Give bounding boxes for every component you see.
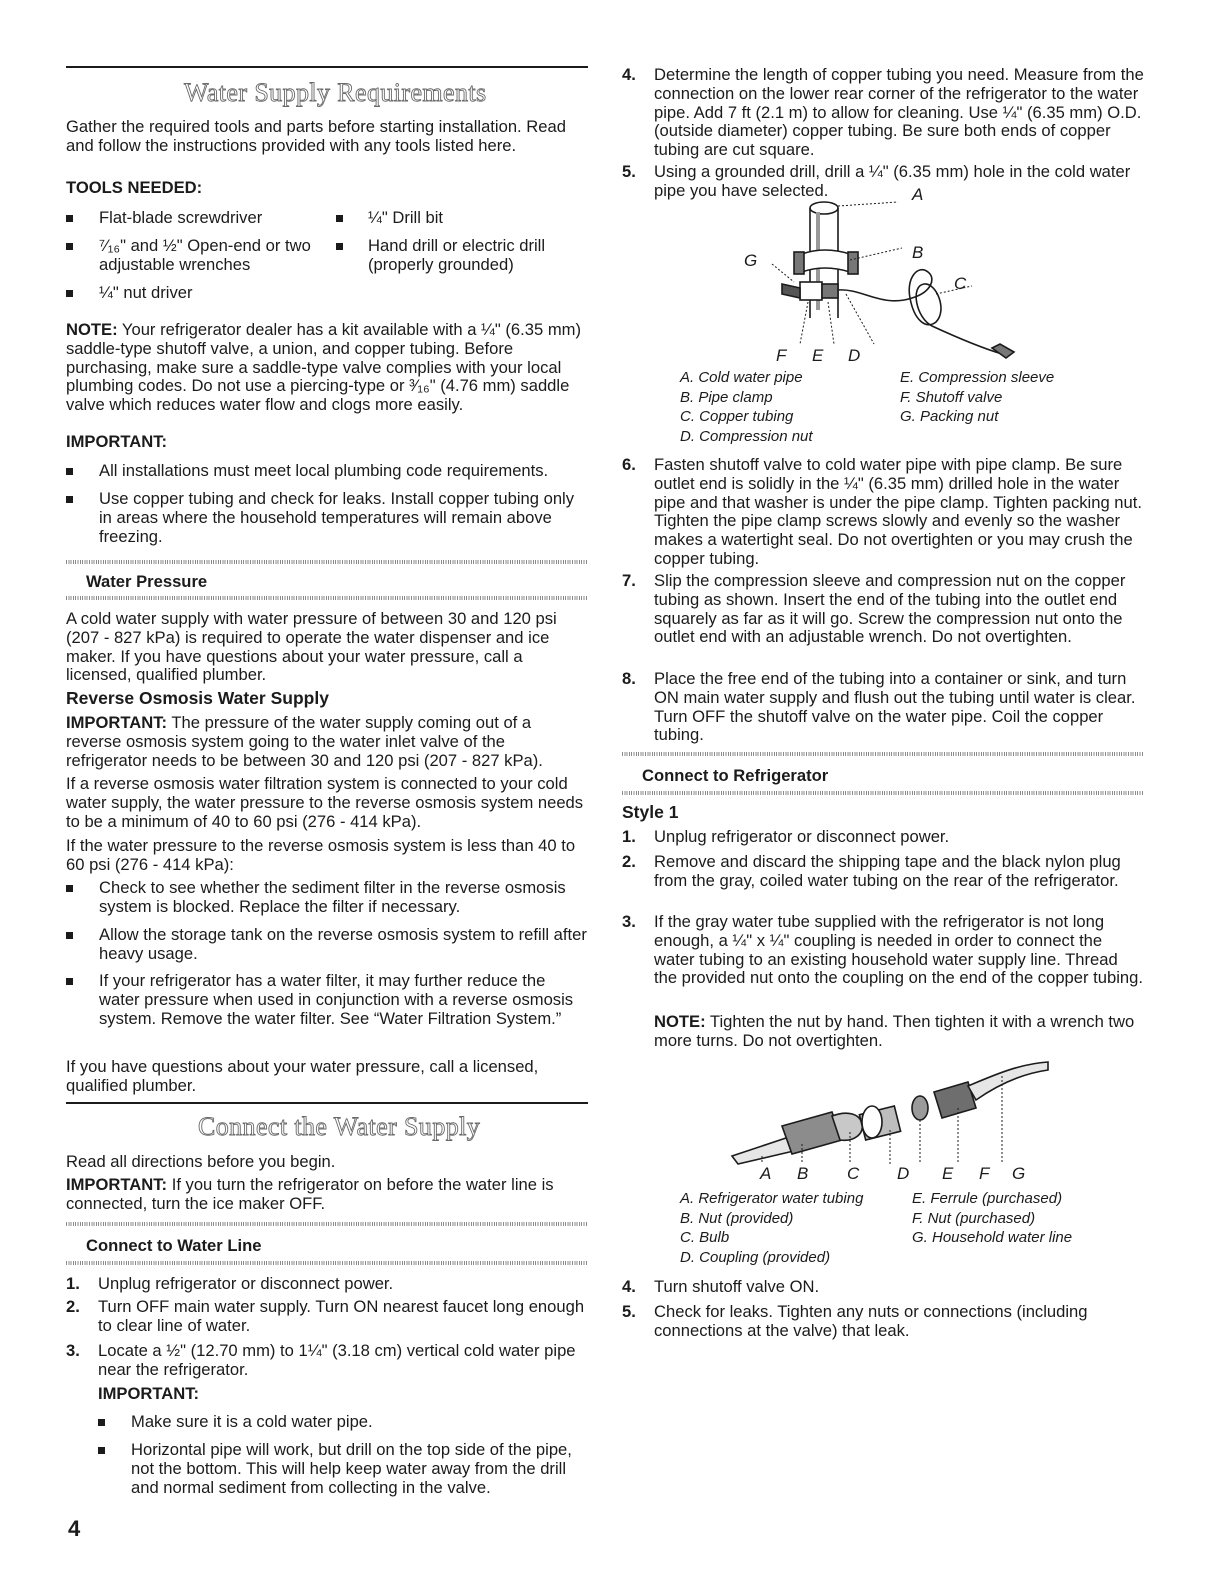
section-title-water-supply-requirements: Water Supply Requirements: [184, 78, 487, 107]
step-item: 1. Unplug refrigerator or disconnect power.: [66, 1274, 394, 1293]
packing-nut: [782, 284, 800, 298]
step-item: 3. Locate a ½" (12.70 mm) to 1¼" (3.18 cm) vertical cold water pipe near the refrigerator.: [66, 1341, 576, 1379]
shutoff-valve-diagram: [722, 198, 1042, 368]
page-number: 4: [68, 1516, 81, 1541]
household-water-line: [968, 1062, 1048, 1100]
intro-paragraph: Gather the required tools and parts before starting installation. Read and follow the instructions provided with any tools listed here.: [66, 117, 566, 155]
figure1-label: F: [776, 346, 787, 365]
step-item: 5. Using a grounded drill, drill a ¼" (6.35 mm) hole in the cold water pipe you have selected.: [622, 162, 1131, 200]
bullet-square: [336, 243, 343, 250]
section-rule: [66, 66, 588, 68]
hatch-rule: [622, 791, 1144, 795]
reverse-osmosis-heading: Reverse Osmosis Water Supply: [66, 688, 329, 708]
figure1-caption: G. Packing nut: [900, 408, 999, 425]
figure2-caption: A. Refrigerator water tubing: [680, 1190, 864, 1207]
ro-paragraph: If the water pressure to the reverse osmosis system is less than 40 to 60 psi (276 - 414 kPa):: [66, 836, 576, 874]
water-pressure-heading: Water Pressure: [86, 572, 208, 591]
hatch-rule: [622, 752, 1144, 756]
important-heading: IMPORTANT:: [66, 432, 168, 451]
ro-important-paragraph: IMPORTANT: The pressure of the water supply coming out of a reverse osmosis system going to the water inlet valve of the refrigerator needs to be between 30 and 120 psi (207 - 827 kPa).: [66, 713, 543, 770]
figure1-label: D: [848, 346, 861, 365]
figure1-caption: E. Compression sleeve: [900, 369, 1055, 386]
bullet-square: [66, 978, 73, 985]
step-item: 2. Remove and discard the shipping tape and the black nylon plug from the gray, coiled water tubing on the rear of the refrigerator.: [622, 852, 1121, 890]
bullet-square: [336, 215, 343, 222]
step-item: 4. Turn shutoff valve ON.: [622, 1277, 820, 1296]
pipe-clamp: [802, 250, 850, 272]
figure2-label: A: [760, 1164, 772, 1183]
figure2-label: C: [847, 1164, 860, 1183]
bullet-square: [98, 1447, 105, 1454]
step-item: 2. Turn OFF main water supply. Turn ON nearest faucet long enough to clear line of water.: [66, 1297, 585, 1335]
figure1-caption: F. Shutoff valve: [900, 389, 1003, 406]
figure1-label: C: [954, 274, 967, 293]
figure2-label: D: [897, 1164, 910, 1183]
bullet-square: [98, 1419, 105, 1426]
hatch-rule: [66, 596, 588, 600]
figure1-label: G: [744, 251, 758, 270]
figure1-label: E: [812, 346, 824, 365]
step-item: 5. Check for leaks. Tighten any nuts or connections (including connections at the valve) that leak.: [622, 1302, 1088, 1340]
figure2-label: B: [797, 1164, 809, 1183]
figure1-caption: C. Copper tubing: [680, 408, 794, 425]
section-title-connect-water-supply: Connect the Water Supply: [198, 1112, 481, 1141]
bullet-square: [66, 885, 73, 892]
figure1-caption: B. Pipe clamp: [680, 389, 773, 406]
figure2-caption: E. Ferrule (purchased): [912, 1190, 1063, 1207]
step-item: 8. Place the free end of the tubing into a container or sink, and turn ON main water supply and flush out the tubing until water is clear. Turn OFF the shutoff valve on the water pipe. Coil the copper tubing.: [622, 669, 1136, 745]
copper-tubing: [838, 270, 1002, 354]
plumber-paragraph: If you have questions about your water pressure, call a licensed, qualified plumber.: [66, 1057, 539, 1095]
step-item: 3. If the gray water tube supplied with the refrigerator is not long enough, a ¼" x ¼" coupling is needed in order to connect the water tubing to an existing household water supply line. Thread the provided nut onto the coupling on the end of the copper tubing.: [622, 912, 1143, 988]
figure2-caption: C. Bulb: [680, 1229, 730, 1246]
coupling-thread: [862, 1106, 882, 1138]
figure1-caption: D. Compression nut: [680, 428, 813, 445]
coupling-diagram: [722, 1052, 1052, 1166]
bullet-square: [66, 496, 73, 503]
connect-refrigerator-heading: Connect to Refrigerator: [642, 766, 829, 785]
figure2-label: E: [942, 1164, 954, 1183]
figure1-label: A: [912, 185, 924, 204]
connect-important-paragraph: IMPORTANT: If you turn the refrigerator on before the water line is connected, turn the ice maker OFF.: [66, 1175, 554, 1213]
ro-paragraph: If a reverse osmosis water filtration system is connected to your cold water supply, the water pressure to the reverse osmosis system needs to be a minimum of 40 to 60 psi (276 - 414 kPa).: [66, 774, 584, 831]
step3-important-heading: IMPORTANT:: [98, 1384, 200, 1403]
hatch-rule: [66, 560, 588, 564]
bullet-square: [66, 243, 73, 250]
bullet-square: [66, 290, 73, 297]
bullet-square: [66, 932, 73, 939]
step-item: 1. Unplug refrigerator or disconnect power.: [622, 827, 950, 846]
hatch-rule: [66, 1261, 588, 1265]
shutoff-valve: [800, 282, 822, 300]
figure2-caption: B. Nut (provided): [680, 1210, 794, 1227]
ferrule-purchased: [912, 1096, 928, 1120]
figure2-caption: D. Coupling (provided): [680, 1249, 831, 1266]
step-item: 6. Fasten shutoff valve to cold water pipe with pipe clamp. Be sure outlet end is solidly in the ¼" (6.35 mm) drilled hole in the water pipe and that washer is under the pipe clamp. Tighten packing nut. Tighten the pipe clamp screws slowly and evenly so the washer makes a watertight seal. Do not overtighten or you may crush the copper tubing.: [622, 455, 1142, 568]
note-paragraph: NOTE: Tighten the nut by hand. Then tighten it with a wrench two more turns. Do not overtighten.: [654, 1012, 1135, 1050]
water-pressure-paragraph: A cold water supply with water pressure of between 30 and 120 psi (207 - 827 kPa) is required to operate the water dispenser and ice maker. If you have questions about your water pressure, call a licensed, qualified plumber.: [66, 609, 557, 685]
bullet-square: [66, 468, 73, 475]
figure1-label: B: [912, 243, 924, 262]
note-paragraph: NOTE: Your refrigerator dealer has a kit available with a ¼" (6.35 mm) saddle-type shutoff valve, a union, and copper tubing. Before purchasing, make sure a saddle-type valve complies with your local plumbing codes. Do not use a piercing-type or ³⁄₁₆" (4.76 mm) saddle valve which reduces water flow and clogs more easily.: [66, 320, 581, 415]
bullet-square: [66, 215, 73, 222]
figure1-caption: A. Cold water pipe: [680, 369, 803, 386]
tools-heading: TOOLS NEEDED:: [66, 178, 203, 197]
hatch-rule: [66, 1222, 588, 1226]
step-item: 4. Determine the length of copper tubing you need. Measure from the connection on the lower rear corner of the refrigerator to the water pipe. Add 7 ft (2.1 m) to allow for cleaning. Use ¼" (6.35 mm) O.D. (outside diameter) copper tubing. Be sure both ends of copper tubing are cut square.: [622, 65, 1144, 160]
step-item: 7. Slip the compression sleeve and compression nut on the copper tubing as shown. Insert the end of the tubing into the outlet end squarely as far as it will go. Screw the compression nut onto the outlet end with an adjustable wrench. Do not overtighten.: [622, 571, 1126, 647]
figure2-label: F: [979, 1164, 990, 1183]
section-rule: [66, 1102, 588, 1104]
compression-nut: [822, 284, 838, 298]
connect-water-line-heading: Connect to Water Line: [86, 1236, 262, 1255]
cold-water-pipe: [810, 202, 838, 214]
figure2-caption: G. Household water line: [912, 1229, 1073, 1246]
figure2-caption: F. Nut (purchased): [912, 1210, 1036, 1227]
connect-intro: Read all directions before you begin.: [66, 1152, 336, 1171]
figure2-label: G: [1012, 1164, 1026, 1183]
style-heading: Style 1: [622, 802, 679, 822]
